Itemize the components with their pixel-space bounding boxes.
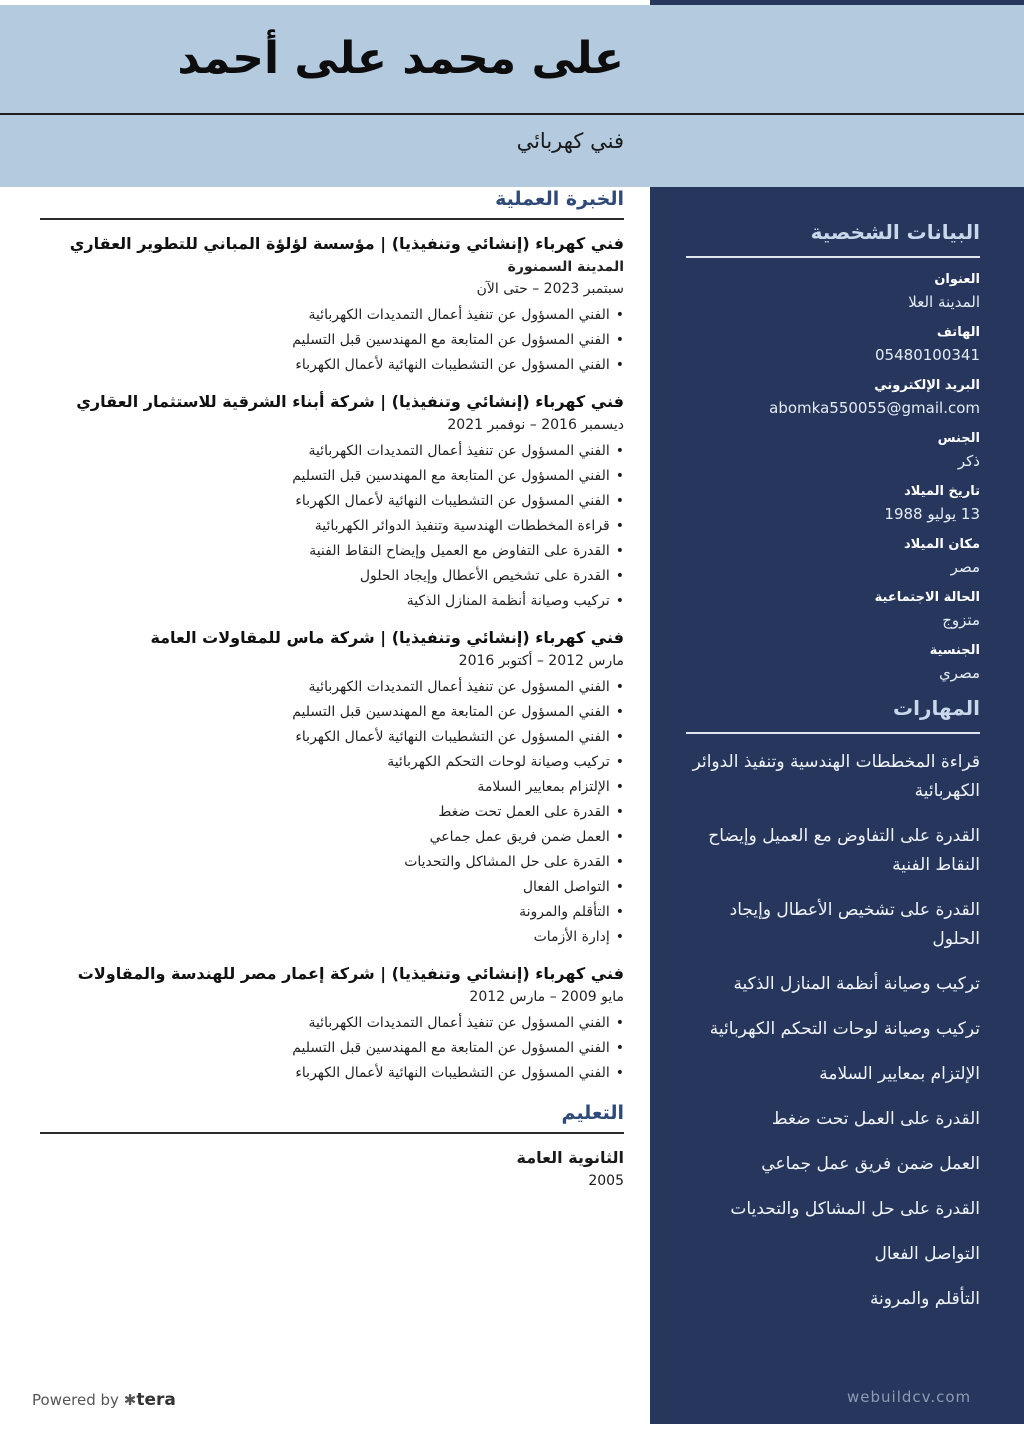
skills-divider xyxy=(686,732,980,734)
job-location: المدينة السمنورة xyxy=(507,259,624,275)
education-section xyxy=(30,1100,624,1189)
job-entry xyxy=(30,964,624,1086)
field-label: الجنسية xyxy=(929,643,980,658)
field-value: مصر xyxy=(950,558,980,576)
personal-info-title: البيانات الشخصية xyxy=(810,220,980,244)
experience-divider xyxy=(40,218,624,220)
education-school: الثانوية العامة xyxy=(516,1148,624,1167)
skill-item: التواصل الفعال xyxy=(874,1244,980,1264)
powered-by-label: Powered by xyxy=(32,1391,119,1409)
job-bullet: • العمل ضمن فريق عمل جماعي xyxy=(30,825,624,850)
skill-item: القدرة على العمل تحت ضغط xyxy=(771,1109,980,1129)
asterisk-logo-icon: ✱ xyxy=(123,1391,137,1409)
job-dates: مارس 2012 – أكتوبر 2016 xyxy=(458,653,624,669)
field-marital-status xyxy=(686,590,980,629)
job-dates: ديسمبر 2016 – نوفمبر 2021 xyxy=(447,417,624,433)
job-bullets xyxy=(30,1011,624,1086)
field-value: متزوج xyxy=(942,611,980,629)
field-email xyxy=(686,378,980,417)
job-bullet: • تركيب وصيانة أنظمة المنازل الذكية xyxy=(30,589,624,614)
field-label: الجنس xyxy=(937,431,980,446)
job-dates: سبتمبر 2023 – حتى الآن xyxy=(476,281,624,297)
job-bullet: • الفني المسؤول عن تنفيذ أعمال التمديدات الكهربائية xyxy=(30,1011,624,1036)
job-bullet: • إدارة الأزمات xyxy=(30,925,624,950)
skill-item: القدرة على التفاوض مع العميل وإيضاح النقاط الفنية xyxy=(708,826,980,875)
powered-by-footer xyxy=(32,1390,176,1410)
job-dates: مايو 2009 – مارس 2012 xyxy=(469,989,624,1005)
field-nationality xyxy=(686,643,980,682)
skill-item: التأقلم والمرونة xyxy=(869,1289,980,1309)
job-bullet: • قراءة المخططات الهندسية وتنفيذ الدوائر الكهربائية xyxy=(30,514,624,539)
job-bullet: • تركيب وصيانة لوحات التحكم الكهربائية xyxy=(30,750,624,775)
education-year: 2005 xyxy=(588,1173,624,1189)
job-heading: فني كهرباء (إنشائي وتنفيذيا) | شركة إعمار مصر للهندسة والمقاولات xyxy=(77,964,624,983)
job-heading: فني كهرباء (إنشائي وتنفيذيا) | شركة ماس للمقاولات العامة xyxy=(150,628,624,647)
job-bullets xyxy=(30,303,624,378)
main-column xyxy=(30,186,624,1189)
job-bullet: • القدرة على تشخيص الأعطال وإيجاد الحلول xyxy=(30,564,624,589)
job-entry xyxy=(30,628,624,950)
field-label: العنوان xyxy=(934,272,980,287)
job-bullet: • الفني المسؤول عن المتابعة مع المهندسين قبل التسليم xyxy=(30,700,624,725)
experience-section xyxy=(30,186,624,1086)
job-bullet: • القدرة على التفاوض مع العميل وإيضاح النقاط الفنية xyxy=(30,539,624,564)
field-value: abomka550055@gmail.com xyxy=(769,399,980,417)
job-bullet: • الفني المسؤول عن تنفيذ أعمال التمديدات الكهربائية xyxy=(30,303,624,328)
field-label: مكان الميلاد xyxy=(903,537,980,552)
field-value: 05480100341 xyxy=(875,346,980,364)
skill-item: القدرة على حل المشاكل والتحديات xyxy=(730,1199,980,1219)
field-label: الهاتف xyxy=(936,325,980,340)
job-bullet: • الإلتزام بمعايير السلامة xyxy=(30,775,624,800)
field-value: 13 يوليو 1988 xyxy=(884,505,980,523)
field-value: مصري xyxy=(938,664,980,682)
job-heading: فني كهرباء (إنشائي وتنفيذيا) | شركة أبناء الشرقية للاستثمار العقاري xyxy=(76,392,624,411)
job-bullet: • القدرة على حل المشاكل والتحديات xyxy=(30,850,624,875)
job-bullet: • الفني المسؤول عن تنفيذ أعمال التمديدات الكهربائية xyxy=(30,439,624,464)
sidebar-column xyxy=(686,220,980,1330)
job-bullet: • الفني المسؤول عن التشطيبات النهائية لأعمال الكهرباء xyxy=(30,353,624,378)
job-bullet: • الفني المسؤول عن التشطيبات النهائية لأعمال الكهرباء xyxy=(30,489,624,514)
field-value: ذكر xyxy=(957,452,980,470)
education-divider xyxy=(40,1132,624,1134)
job-bullet: • القدرة على العمل تحت ضغط xyxy=(30,800,624,825)
job-bullet: • الفني المسؤول عن التشطيبات النهائية لأعمال الكهرباء xyxy=(30,1061,624,1086)
field-address xyxy=(686,272,980,311)
education-title: التعليم xyxy=(561,1102,624,1124)
brand-logo: tera xyxy=(136,1390,176,1410)
site-footer: webuildcv.com xyxy=(847,1388,972,1406)
job-bullets xyxy=(30,439,624,614)
skill-item: تركيب وصيانة أنظمة المنازل الذكية xyxy=(733,974,980,994)
job-bullet: • الفني المسؤول عن المتابعة مع المهندسين قبل التسليم xyxy=(30,328,624,353)
field-birth-place xyxy=(686,537,980,576)
job-bullet: • الفني المسؤول عن تنفيذ أعمال التمديدات الكهربائية xyxy=(30,675,624,700)
field-gender xyxy=(686,431,980,470)
field-label: الحالة الاجتماعية xyxy=(874,590,980,605)
job-bullet: • الفني المسؤول عن المتابعة مع المهندسين قبل التسليم xyxy=(30,1036,624,1061)
skill-item: الإلتزام بمعايير السلامة xyxy=(819,1064,980,1084)
job-bullet: • التواصل الفعال xyxy=(30,875,624,900)
field-label: البريد الإلكتروني xyxy=(874,378,980,393)
job-bullet: • الفني المسؤول عن التشطيبات النهائية لأعمال الكهرباء xyxy=(30,725,624,750)
job-bullet: • التأقلم والمرونة xyxy=(30,900,624,925)
experience-title: الخبرة العملية xyxy=(495,188,624,210)
skill-item: القدرة على تشخيص الأعطال وإيجاد الحلول xyxy=(729,900,980,949)
field-birth-date xyxy=(686,484,980,523)
field-label: تاريخ الميلاد xyxy=(904,484,980,499)
candidate-job-title: فني كهربائي xyxy=(516,129,624,153)
header-divider xyxy=(0,113,1024,115)
personal-info-divider xyxy=(686,256,980,258)
skill-item: قراءة المخططات الهندسية وتنفيذ الدوائر الكهربائية xyxy=(692,752,980,801)
skill-item: تركيب وصيانة لوحات التحكم الكهربائية xyxy=(709,1019,980,1039)
field-value: المدينة العلا xyxy=(908,293,980,311)
job-bullet: • الفني المسؤول عن المتابعة مع المهندسين قبل التسليم xyxy=(30,464,624,489)
field-phone xyxy=(686,325,980,364)
skills-title: المهارات xyxy=(893,696,980,720)
job-entry xyxy=(30,234,624,378)
job-heading: فني كهرباء (إنشائي وتنفيذيا) | مؤسسة لؤلؤة المباني للتطوير العقاري xyxy=(69,234,624,253)
job-bullets xyxy=(30,675,624,950)
job-entry xyxy=(30,392,624,614)
candidate-name: على محمد على أحمد xyxy=(177,33,624,84)
header-band xyxy=(0,5,1024,187)
skill-item: العمل ضمن فريق عمل جماعي xyxy=(761,1154,980,1174)
